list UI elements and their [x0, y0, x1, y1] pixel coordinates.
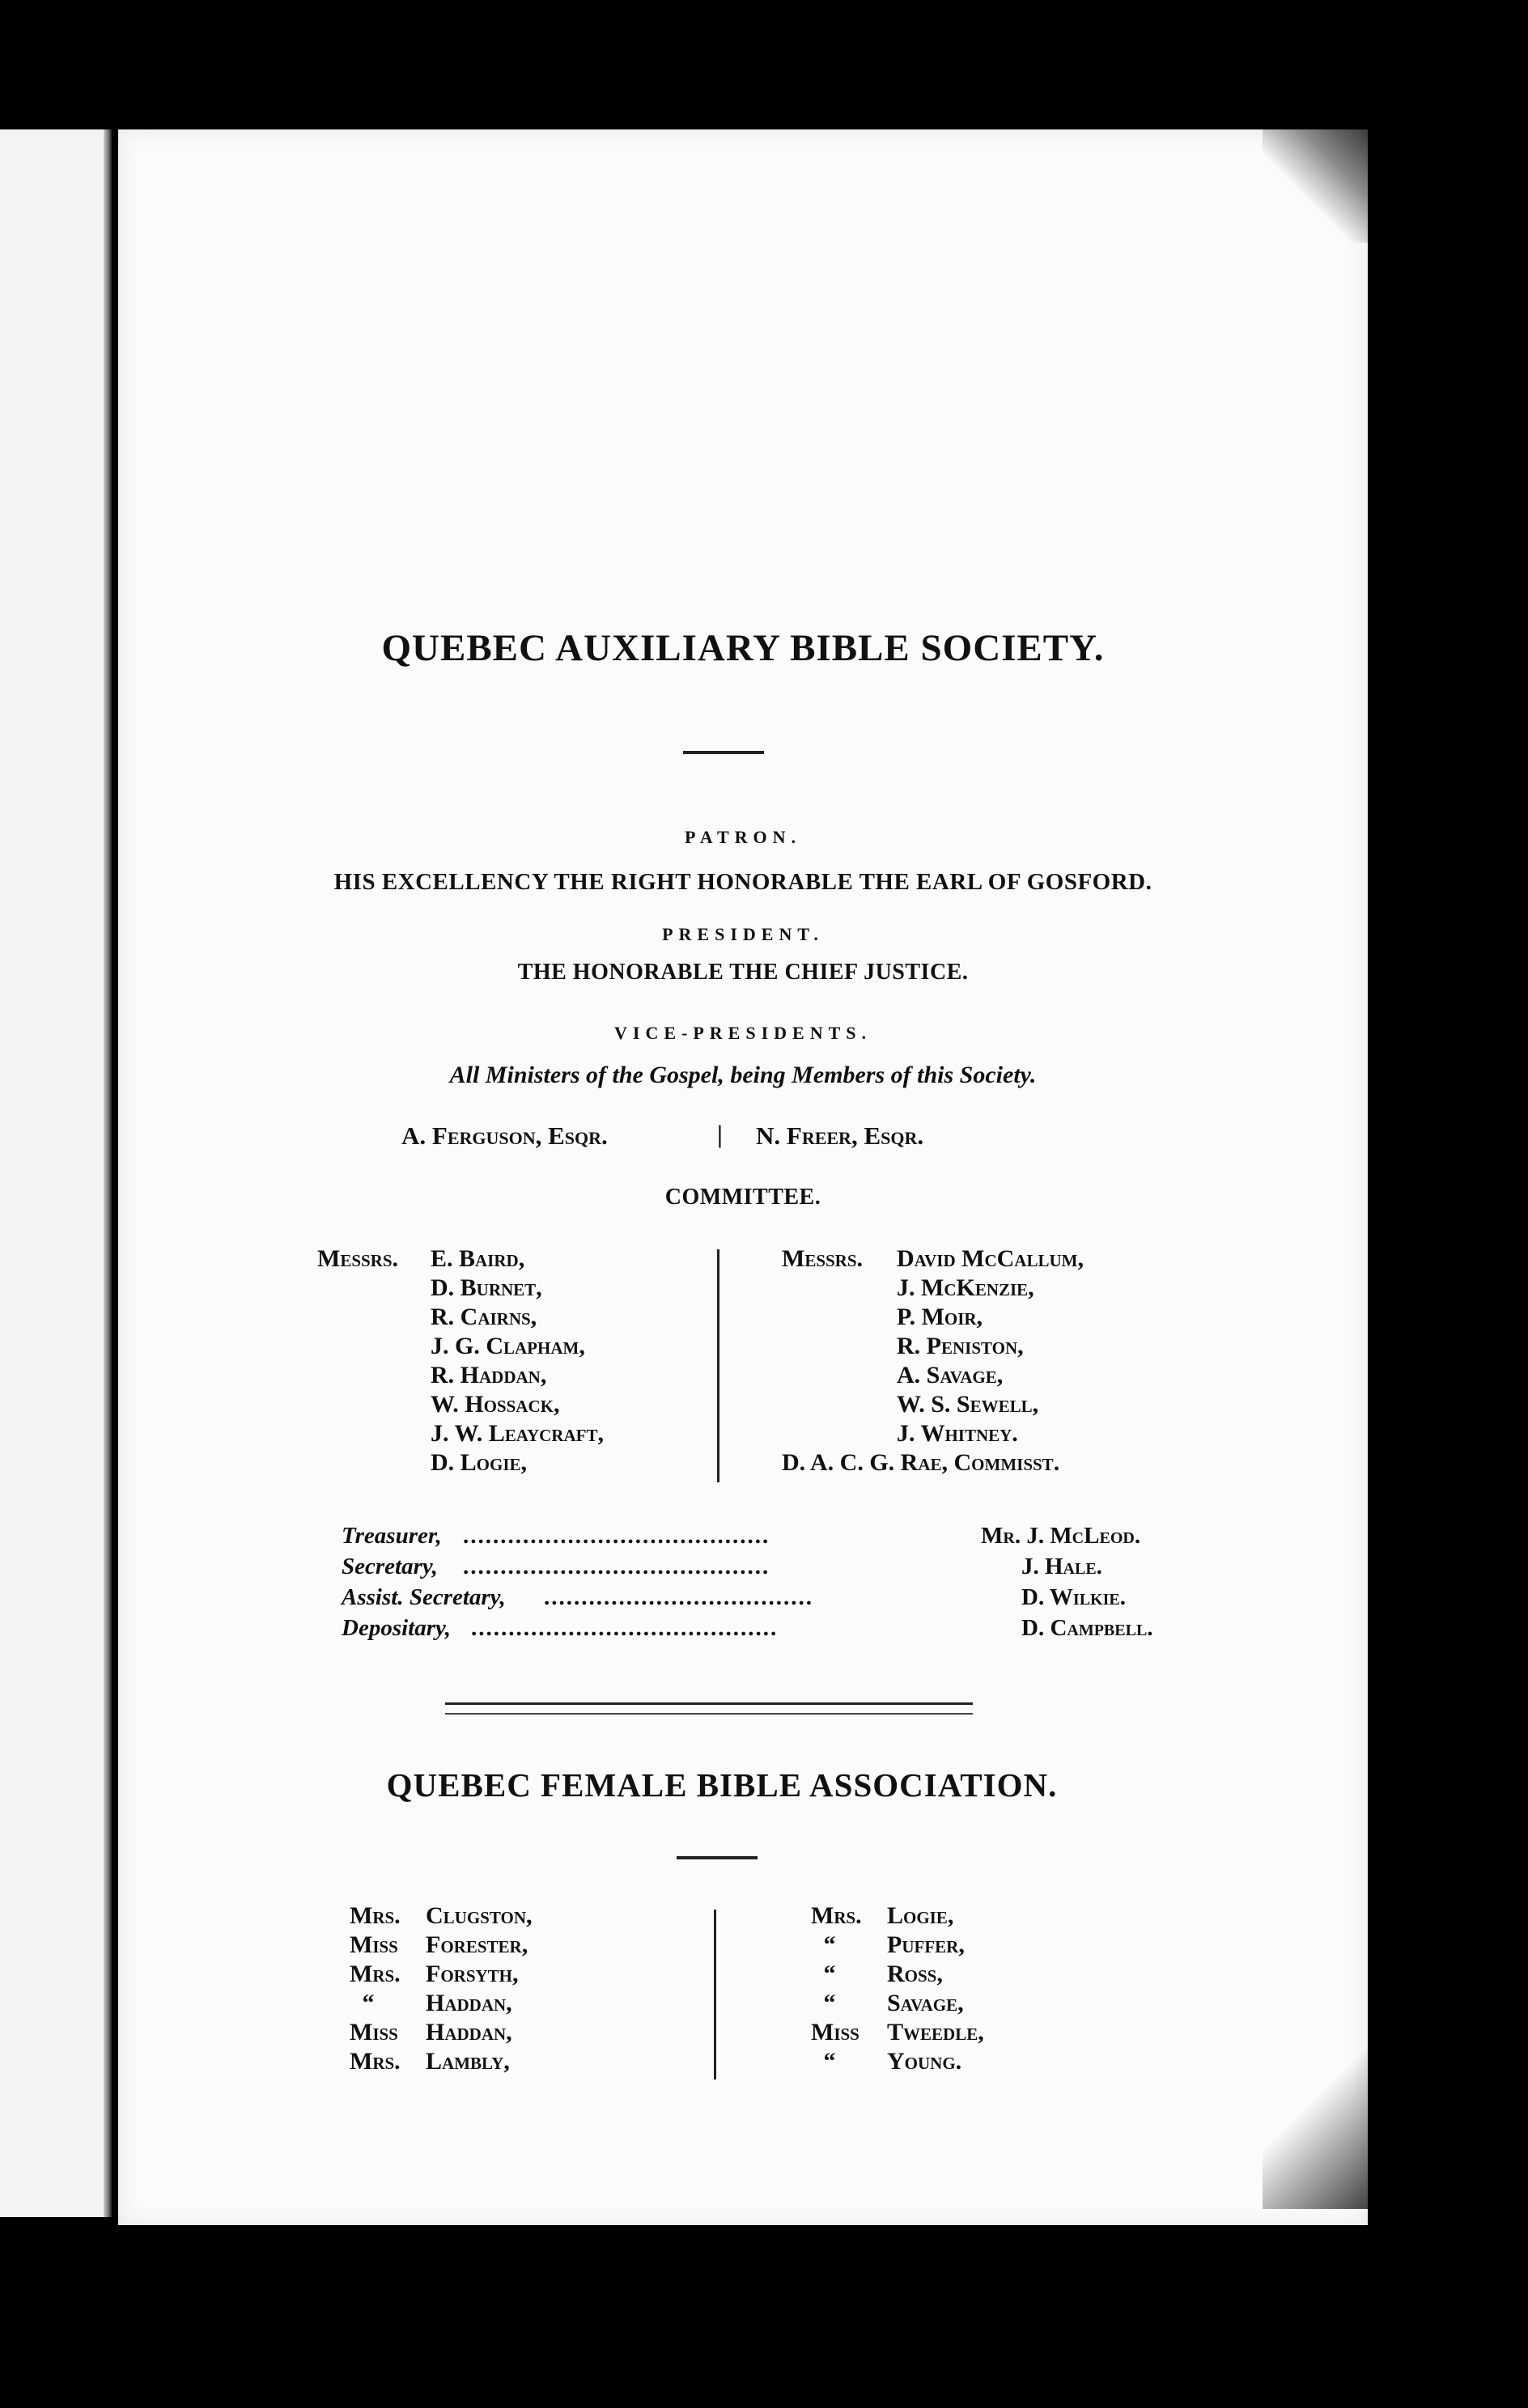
officer-name: D. Campbell.	[1021, 1615, 1153, 1641]
president-heading: PRESIDENT.	[662, 924, 824, 944]
female-left-list	[350, 1901, 532, 2076]
association-member	[811, 1960, 984, 1989]
committee-left-prefix: Messrs.	[317, 1245, 399, 1272]
committee-column-divider	[717, 1249, 719, 1482]
leader-dots: ....................................	[544, 1584, 813, 1610]
member-title: Miss	[811, 2019, 860, 2046]
member-title: Mrs.	[350, 1961, 401, 1987]
committee-member: David McCallum,	[897, 1245, 1084, 1272]
title-rule	[683, 751, 764, 754]
committee-right-list	[897, 1244, 1084, 1448]
patron-name: HIS EXCELLENCY THE RIGHT HONORABLE THE EARL OF GOSFORD.	[333, 869, 1152, 895]
association-member	[350, 2018, 532, 2047]
committee-member: J. G. Clapham,	[431, 1333, 585, 1359]
officer-name: J. Hale.	[1021, 1554, 1102, 1579]
committee-member: J. W. Leaycraft,	[431, 1420, 604, 1447]
association-member	[811, 1931, 984, 1960]
member-title: Mrs.	[811, 1902, 862, 1929]
committee-member: J. Whitney.	[897, 1420, 1018, 1447]
member-name: Clugston,	[426, 1902, 533, 1929]
committee-member: A. Savage,	[897, 1362, 1004, 1388]
vice-president-left: A. Ferguson, Esqr.	[401, 1121, 608, 1150]
committee-member: P. Moir,	[897, 1304, 983, 1330]
member-title: Mrs.	[350, 2048, 401, 2075]
member-name: Forester,	[426, 1931, 528, 1958]
officer-row	[118, 1584, 1368, 1613]
binding-shadow	[104, 129, 112, 2217]
member-title: “	[823, 1990, 836, 2016]
president-name: THE HONORABLE THE CHIEF JUSTICE.	[517, 960, 969, 985]
document-page	[118, 129, 1368, 2225]
officer-name: Mr. J. McLeod.	[981, 1523, 1141, 1549]
female-association-title: QUEBEC FEMALE BIBLE ASSOCIATION.	[386, 1766, 1058, 1804]
leader-dots: .........................................	[463, 1523, 770, 1549]
committee-heading: COMMITTEE.	[664, 1185, 821, 1210]
member-title: Miss	[350, 2019, 398, 2046]
page-corner-fold	[1263, 2015, 1368, 2209]
officer-row	[118, 1554, 1368, 1583]
officer-name: D. Wilkie.	[1021, 1584, 1126, 1610]
member-name: Logie,	[887, 1902, 954, 1929]
officer-title: Assist. Secretary,	[342, 1584, 506, 1610]
committee-member: W. Hossack,	[431, 1391, 560, 1418]
committee-right-prefix: Messrs.	[782, 1245, 864, 1272]
committee-right-last: D. A. C. G. Rae, Commisst.	[782, 1449, 1060, 1476]
member-title: “	[823, 1961, 836, 1987]
member-name: Haddan,	[426, 1990, 512, 2016]
page-corner-damage	[1263, 129, 1368, 243]
officer-title: Depositary,	[342, 1615, 452, 1641]
member-name: Forsyth,	[426, 1961, 519, 1987]
member-title: “	[823, 2048, 836, 2075]
member-title: Miss	[350, 1931, 398, 1958]
committee-member: W. S. Sewell,	[897, 1391, 1039, 1418]
committee-member: R. Cairns,	[431, 1304, 537, 1330]
association-member	[811, 2018, 984, 2047]
member-name: Lambly,	[426, 2048, 510, 2075]
member-title: “	[362, 1990, 375, 2016]
member-name: Young.	[887, 2048, 962, 2075]
committee-member: J. McKenzie,	[897, 1274, 1034, 1301]
committee-member: D. Logie,	[431, 1449, 528, 1476]
member-name: Puffer,	[887, 1931, 965, 1958]
committee-member: E. Baird,	[431, 1245, 525, 1272]
previous-page-edge	[0, 129, 112, 2217]
member-name: Ross,	[887, 1961, 943, 1987]
member-name: Savage,	[887, 1990, 964, 2016]
member-title: “	[823, 1931, 836, 1958]
officer-row	[118, 1615, 1368, 1644]
association-member	[350, 1931, 532, 1960]
member-title: Mrs.	[350, 1902, 401, 1929]
vice-president-divider: |	[717, 1120, 723, 1148]
association-member	[811, 1901, 984, 1931]
committee-member: R. Peniston,	[897, 1333, 1024, 1359]
vice-presidents-heading: VICE-PRESIDENTS.	[614, 1023, 872, 1043]
association-member	[350, 1901, 532, 1931]
leader-dots: .........................................	[471, 1615, 779, 1641]
female-title-rule	[677, 1856, 758, 1859]
patron-heading: PATRON.	[684, 827, 802, 847]
leader-dots: .........................................	[463, 1554, 770, 1579]
vice-presidents-note: All Ministers of the Gospel, being Members of this Society.	[449, 1062, 1037, 1088]
committee-member: D. Burnet,	[431, 1274, 542, 1301]
committee-left-list	[431, 1244, 604, 1477]
officer-title: Treasurer,	[342, 1523, 442, 1549]
association-member	[811, 1989, 984, 2018]
society-title: QUEBEC AUXILIARY BIBLE SOCIETY.	[381, 627, 1105, 669]
section-double-rule	[445, 1702, 973, 1715]
association-member	[350, 2047, 532, 2076]
association-member	[350, 1960, 532, 1989]
committee-member: R. Haddan,	[431, 1362, 547, 1388]
officer-title: Secretary,	[342, 1554, 438, 1579]
member-name: Tweedle,	[887, 2019, 984, 2046]
female-right-list	[811, 1901, 984, 2076]
association-member	[350, 1989, 532, 2018]
association-member	[811, 2047, 984, 2076]
officer-row	[118, 1523, 1368, 1552]
member-name: Haddan,	[426, 2019, 512, 2046]
vice-president-right: N. Freer, Esqr.	[756, 1121, 924, 1150]
female-column-divider	[714, 1910, 716, 2079]
